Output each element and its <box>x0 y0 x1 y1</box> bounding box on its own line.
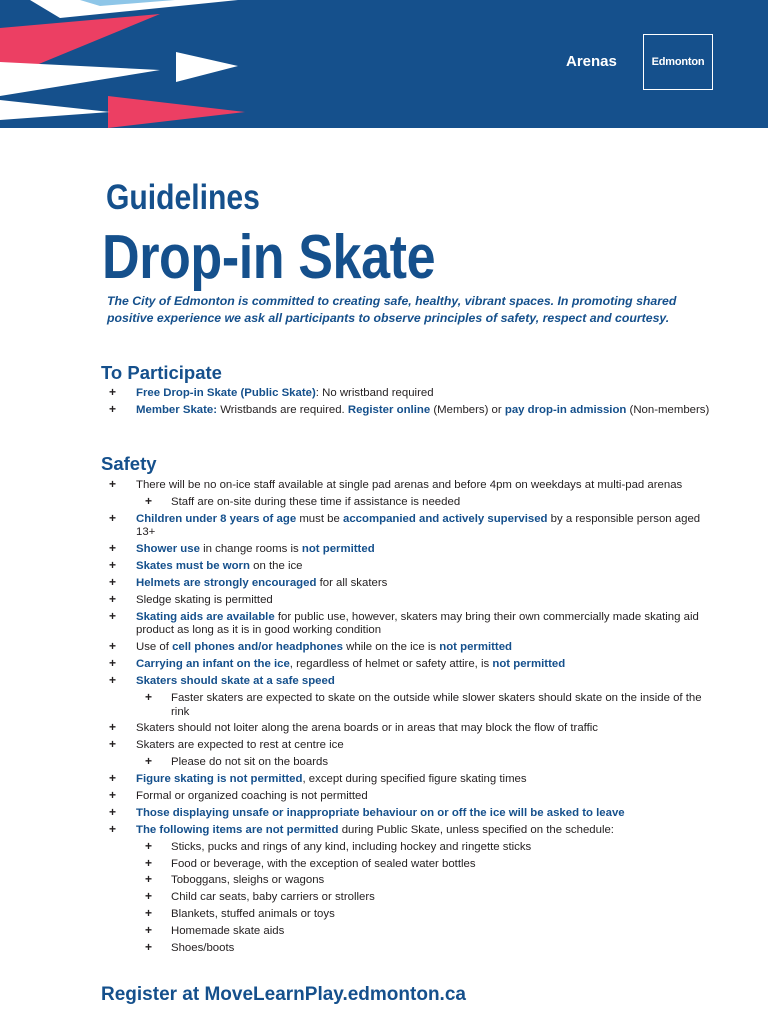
list-item <box>108 577 718 591</box>
list-item <box>108 807 718 821</box>
highlighted-text: Skates must be worn <box>136 560 250 573</box>
page-title: Drop-in Skate <box>102 223 436 292</box>
item-text: (Members) or <box>430 403 505 416</box>
item-text: for public use, however, skaters may bring their own commercially made skating aid product as long as it is in good working condition <box>136 610 699 637</box>
item-text: There will be no on-ice staff available at single pad arenas and before 4pm on weekdays at multi-pad arenas <box>136 479 683 491</box>
item-text: during Public Skate, unless specified on the schedule: <box>338 823 614 836</box>
list-item <box>108 675 718 689</box>
item-text: (Non-members) <box>626 403 710 416</box>
highlighted-text: The following items are not permitted <box>136 823 339 836</box>
item-text: by a responsible person aged 13+ <box>136 512 701 539</box>
highlighted-text: Those displaying unsafe or inappropriate behaviour on or off the ice will be asked to leave <box>136 806 625 819</box>
sub-list-item <box>108 908 718 922</box>
highlighted-text: not permitted <box>439 641 513 654</box>
list-item <box>108 722 718 736</box>
list-item <box>108 790 718 804</box>
sub-list-item <box>108 942 718 956</box>
list-item <box>108 658 718 672</box>
item-text: Toboggans, sleighs or wagons <box>171 874 325 887</box>
item-text: Blankets, stuffed animals or toys <box>171 908 335 921</box>
item-text: , regardless of helmet or safety attire, is <box>289 658 493 671</box>
participate-heading: To Participate <box>101 362 222 383</box>
item-text: Homemade skate aids <box>171 925 285 938</box>
highlighted-text: Carrying an infant on the ice <box>136 658 290 671</box>
list-item <box>108 739 718 753</box>
item-text: must be <box>296 512 344 525</box>
item-text: in change rooms is <box>199 543 302 556</box>
highlighted-text: Helmets are strongly encouraged <box>136 577 317 590</box>
sub-list-item <box>108 756 718 770</box>
item-text: Skaters should not loiter along the arena boards or in areas that may block the flow of traffic <box>136 722 598 735</box>
list-item <box>108 773 718 787</box>
page-kicker: Guidelines <box>106 178 260 217</box>
highlighted-text: Skaters should skate at a safe speed <box>136 675 335 688</box>
item-text: Please do not sit on the boards <box>171 756 329 769</box>
list-item <box>108 594 718 608</box>
sub-list-item <box>108 925 718 939</box>
item-text: Sledge skating is permitted <box>136 593 273 606</box>
list-item <box>108 641 718 655</box>
list-item <box>108 387 718 401</box>
list-item <box>108 404 718 418</box>
safety-list <box>108 479 718 959</box>
item-text: Shoes/boots <box>171 942 235 955</box>
item-text: Food or beverage, with the exception of sealed water bottles <box>171 857 476 870</box>
sub-list-item <box>108 496 718 510</box>
list-item <box>108 824 718 838</box>
list-item <box>108 513 718 540</box>
list-item <box>108 543 718 557</box>
item-text: Formal or organized coaching is not permitted <box>136 790 368 803</box>
item-text: : No wristband required <box>315 387 434 399</box>
highlighted-text: Figure skating is not permitted <box>136 773 303 786</box>
register-footer: Register at MoveLearnPlay.edmonton.ca <box>101 984 466 1005</box>
highlighted-text: pay drop-in admission <box>504 403 627 416</box>
list-item <box>108 611 718 638</box>
section-label: Arenas <box>566 53 617 70</box>
highlighted-text: Free Drop-in Skate (Public Skate) <box>136 387 316 399</box>
sub-list-item <box>108 841 718 855</box>
item-text: Skaters are expected to rest at centre ice <box>136 739 344 752</box>
sub-list-item <box>108 891 718 905</box>
highlighted-text: Member Skate: <box>136 403 218 416</box>
participate-list <box>108 387 718 421</box>
item-text: , except during specified figure skating times <box>302 773 527 786</box>
header-banner <box>0 0 768 128</box>
item-text: Wristbands are required. <box>217 403 348 416</box>
highlighted-text: Register online <box>347 403 431 416</box>
sub-list-item <box>108 874 718 888</box>
list-item <box>108 560 718 574</box>
sub-list-item <box>108 858 718 872</box>
sub-list-item <box>108 692 718 719</box>
highlighted-text: Skating aids are available <box>136 610 275 623</box>
item-text: Sticks, pucks and rings of any kind, including hockey and ringette sticks <box>171 840 532 853</box>
highlighted-text: Shower use <box>136 543 200 556</box>
highlighted-text: not permitted <box>301 543 375 556</box>
highlighted-text: cell phones and/or headphones <box>172 641 343 654</box>
item-text: Use of <box>136 641 173 654</box>
item-text: Child car seats, baby carriers or strollers <box>171 891 375 904</box>
intro-paragraph: The City of Edmonton is committed to creating safe, healthy, vibrant spaces. In promoting shared positive experience we ask all participants to observe principles of safety, respect and courtesy. <box>107 294 677 325</box>
safety-heading: Safety <box>101 453 157 474</box>
edmonton-logo <box>643 34 713 90</box>
item-text: Staff are on-site during these time if assistance is needed <box>171 495 461 508</box>
logo-text: Edmonton <box>651 56 705 68</box>
highlighted-text: Children under 8 years of age <box>136 512 297 525</box>
highlighted-text: not permitted <box>492 658 566 671</box>
item-text: for all skaters <box>316 577 388 590</box>
item-text: while on the ice is <box>342 641 440 654</box>
highlighted-text: accompanied and actively supervised <box>343 512 548 525</box>
item-text: on the ice <box>249 560 303 573</box>
item-text: Faster skaters are expected to skate on the outside while slower skaters should skate on the inside of the rink <box>171 691 702 718</box>
list-item <box>108 479 718 493</box>
